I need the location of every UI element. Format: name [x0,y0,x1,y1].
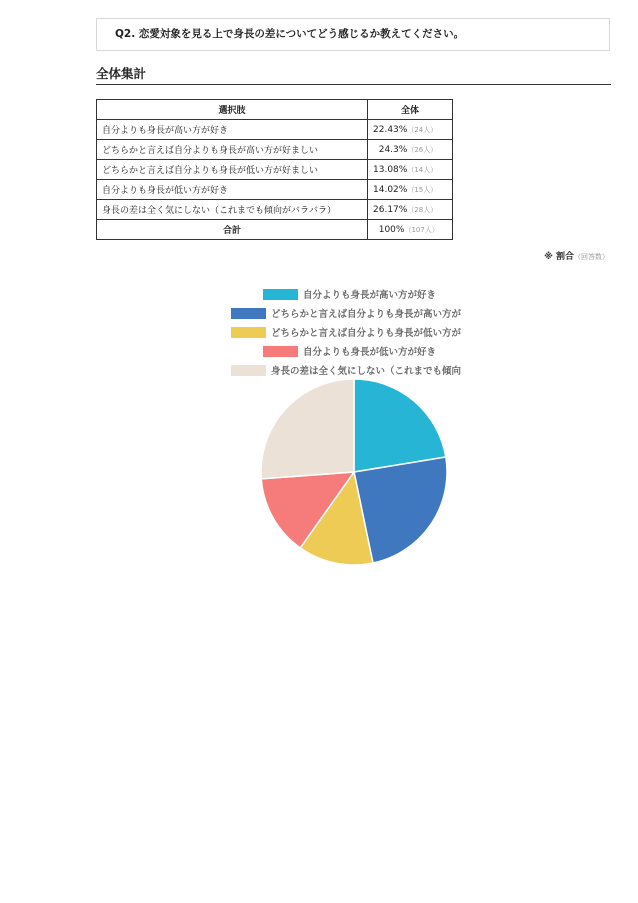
row-value [368,120,453,140]
ratio-note [544,249,609,262]
question-text: Q2. 恋愛対象を見る上で身長の差についてどう感じるか教えてください。 [115,28,465,40]
row-label: 自分よりも身長が低い方が好き [97,180,368,200]
row-count: （14人） [407,165,438,174]
row-percent: 26.17% [373,204,408,215]
question-box [96,18,610,51]
legend-label: どちらかと言えば自分よりも身長が高い方が [271,309,462,320]
table-row [97,200,453,220]
row-label: 身長の差は全く気にしない（これまでも傾向がバラバラ） [97,200,368,220]
row-percent: 22.43% [373,124,408,135]
table-row [97,140,453,160]
note-main: ※ 割合 [544,252,574,262]
total-value [368,220,453,240]
row-value [368,200,453,220]
row-count: （24人） [407,125,438,134]
note-sub: （回答数） [574,253,609,261]
legend-label: どちらかと言えば自分よりも身長が低い方が [271,328,462,339]
pie-slice [354,379,446,472]
legend-swatch [231,308,266,319]
legend-swatch [263,346,298,357]
row-count: （26人） [407,145,438,154]
pie-slice [261,379,354,479]
row-percent: 24.3% [378,144,408,155]
summary-table [96,99,453,240]
row-percent: 14.02% [373,184,408,195]
header-total: 全体 [368,100,453,120]
row-count: （15人） [407,185,438,194]
table-total-row [97,220,453,240]
legend-swatch [231,327,266,338]
table-row [97,160,453,180]
row-label: どちらかと言えば自分よりも身長が高い方が好ましい [97,140,368,160]
row-percent: 13.08% [373,164,408,175]
table-row [97,120,453,140]
total-percent: 100% [378,224,405,235]
row-count: （28人） [407,205,438,214]
table-row [97,180,453,200]
row-value [368,140,453,160]
row-value [368,160,453,180]
section-title: 全体集計 [96,64,611,85]
legend-label: 自分よりも身長が低い方が好き [303,347,437,358]
row-label: どちらかと言えば自分よりも身長が低い方が好ましい [97,160,368,180]
row-value [368,180,453,200]
total-count: （107人） [404,225,439,234]
legend-swatch [263,289,298,300]
pie-chart [255,375,455,575]
row-label: 自分よりも身長が高い方が好き [97,120,368,140]
total-label: 合計 [97,220,368,240]
legend-label: 自分よりも身長が高い方が好き [303,290,437,301]
header-option: 選択肢 [97,100,368,120]
legend-label: 身長の差は全く気にしない（これまでも傾向 [271,366,462,377]
table-header-row [97,100,453,120]
